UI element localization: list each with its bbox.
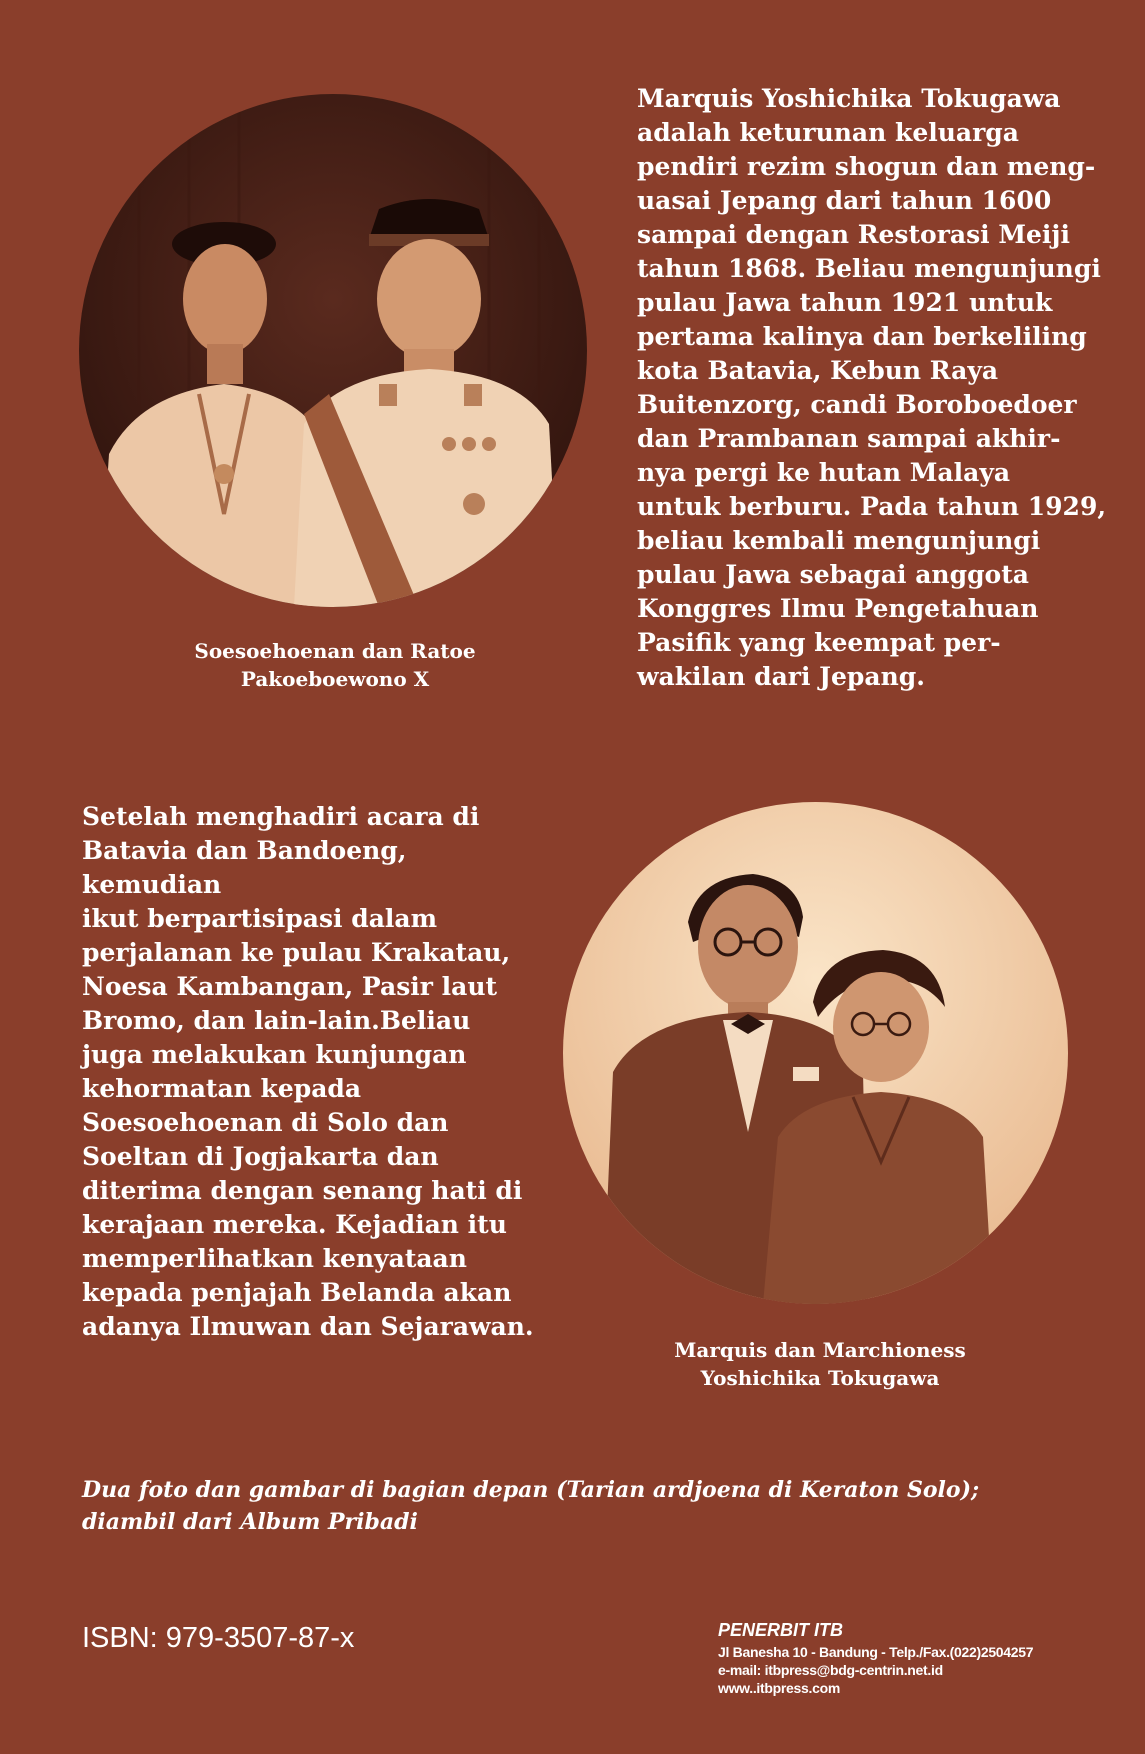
caption-line: Yoshichika Tokugawa	[700, 1366, 940, 1390]
royal-couple-photo	[79, 94, 587, 607]
caption-line: Marquis dan Marchioness	[674, 1338, 966, 1362]
caption-line: Pakoeboewono X	[240, 667, 430, 691]
photo-credit: Dua foto dan gambar di bagian depan (Tarian ardjoena di Keraton Solo); diambil dari Album Pribadi	[82, 1477, 980, 1535]
publisher-email: e-mail: itbpress@bdg-centrin.net.id	[718, 1662, 943, 1678]
marquis-couple-photo	[563, 802, 1068, 1304]
publisher-website: www..itbpress.com	[718, 1680, 840, 1696]
isbn-number: ISBN: 979-3507-87-x	[82, 1622, 355, 1654]
publisher-name: PENERBIT ITB	[718, 1620, 844, 1640]
publisher-info	[718, 1620, 1138, 1697]
biography-paragraph: Marquis Yoshichika Tokugawa adalah keturunan keluarga pendiri rezim shogun dan meng- uasai Jepang dari tahun 1600 sampai dengan Restorasi Meiji tahun 1868. Beliau mengunjungi pulau Jawa tahun 1921 untuk pertama kalinya dan berkeliling kota Batavia, Kebun Raya Buitenzorg, candi Boroboedoer dan Prambanan sampai akhir- nya pergi ke hutan Malaya untuk berburu. Pada tahun 1929, beliau kembali mengunjungi pulau Jawa sebagai anggota Konggres Ilmu Pengetahuan Pasifik yang keempat per- wakilan dari Jepang.	[637, 84, 1107, 691]
publisher-address: Jl Banesha 10 - Bandung - Telp./Fax.(022)2504257	[718, 1644, 1034, 1660]
photo-caption-marquis-couple	[620, 1336, 1020, 1392]
caption-line: Soesoehoenan dan Ratoe	[194, 639, 476, 663]
visit-paragraph: Setelah menghadiri acara di Batavia dan Bandoeng, kemudian ikut berpartisipasi dalam perjalanan ke pulau Krakatau, Noesa Kambangan, Pasir laut Bromo, dan lain-lain.Beliau juga melakukan kunjungan kehormatan kepada Soesoehoenan di Solo dan Soeltan di Jogjakarta dan diterima dengan senang hati di kerajaan mereka. Kejadian itu memperlihatkan kenyataan kepada penjajah Belanda akan adanya Ilmuwan dan Sejarawan.	[82, 802, 534, 1341]
photo-caption-royal-couple	[150, 637, 520, 693]
